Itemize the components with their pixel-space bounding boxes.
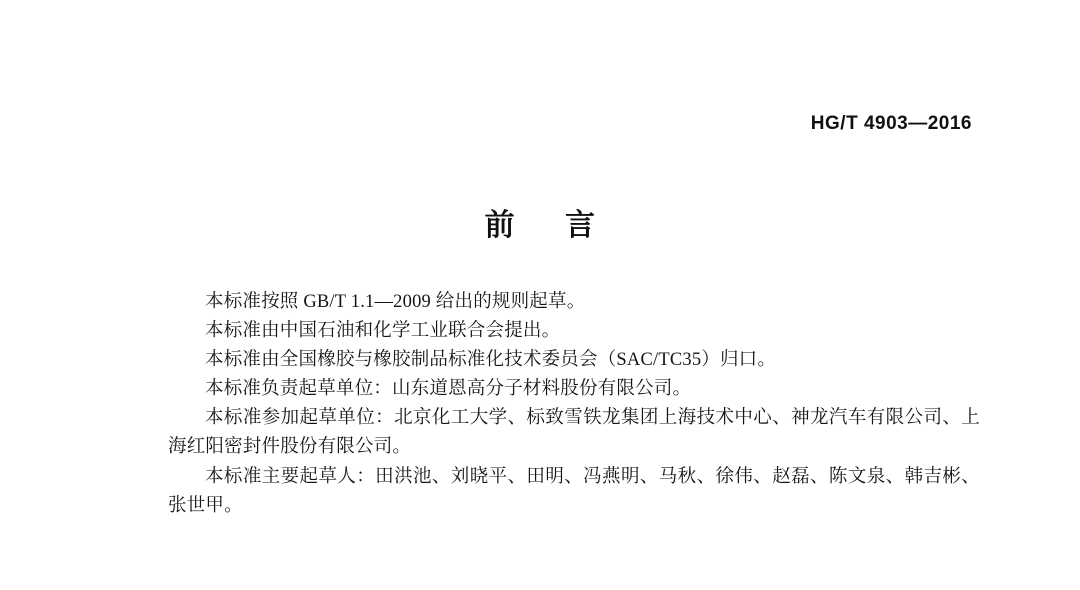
foreword-body bbox=[168, 288, 980, 521]
standard-code-header: HG/T 4903—2016 bbox=[810, 113, 972, 134]
page-title-char-1: 前 bbox=[484, 209, 515, 242]
foreword-paragraph: 本标准由中国石油和化学工业联合会提出。 bbox=[205, 321, 561, 341]
foreword-paragraph: 本标准按照 GB/T 1.1—2009 给出的规则起草。 bbox=[205, 292, 586, 312]
page-title bbox=[0, 200, 1080, 244]
foreword-paragraph: 本标准主要起草人：田洪池、刘晓平、田明、冯燕明、马秋、徐伟、赵磊、陈文泉、韩吉彬、张世甲。 bbox=[168, 467, 980, 516]
foreword-paragraph: 本标准参加起草单位：北京化工大学、标致雪铁龙集团上海技术中心、神龙汽车有限公司、上海红阳密封件股份有限公司。 bbox=[168, 408, 980, 457]
foreword-paragraph: 本标准负责起草单位：山东道恩高分子材料股份有限公司。 bbox=[205, 379, 692, 399]
page-title-char-2: 言 bbox=[565, 209, 596, 242]
foreword-paragraph: 本标准由全国橡胶与橡胶制品标准化技术委员会（SAC/TC35）归口。 bbox=[205, 350, 777, 370]
